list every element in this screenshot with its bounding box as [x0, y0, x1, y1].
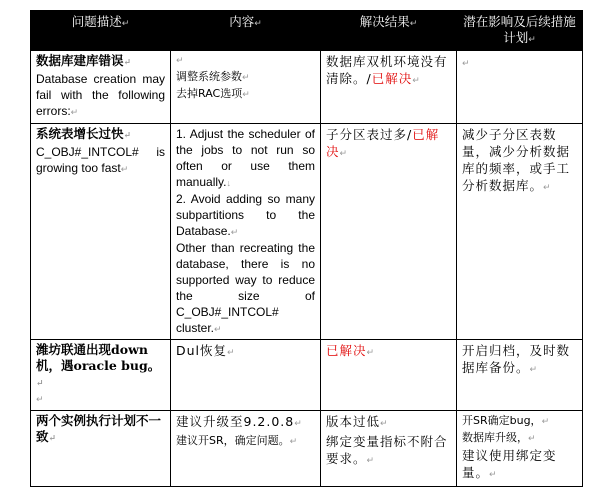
- header-impact: 潜在影响及后续措施计划↵: [457, 11, 583, 51]
- content-cell: 建议升级至9.2.0.8↵ 建议开SR，确定问题。↵: [171, 411, 321, 487]
- impact-text: 数据库升级，: [462, 431, 528, 444]
- impact-text: 开启归档，及时数据库备份。: [462, 343, 571, 375]
- problem-cell: 潍坊联通出现down机，遇oracle bug。↵ ↵: [31, 340, 171, 411]
- problem-cell: 数据库建库错误↵ Database creation may fail with the following errors:↵: [31, 51, 171, 124]
- problem-desc: C_OBJ#_INTCOL# is growing too fast: [36, 145, 165, 175]
- resolved-status: 已解决: [326, 127, 440, 159]
- problem-cell: 两个实例执行计划不一致↵: [31, 411, 171, 487]
- impact-cell: 开SR确定bug，↵ 数据库升级，↵ 建议使用绑定变量。↵: [457, 411, 583, 487]
- impact-cell: ↵: [457, 51, 583, 124]
- header-row: [31, 11, 583, 51]
- impact-cell: 开启归档，及时数据库备份。↵: [457, 340, 583, 411]
- content-line: 去掉RAC选项: [176, 87, 243, 100]
- table-row: [31, 124, 583, 340]
- problem-title: 系统表增长过快: [36, 126, 124, 141]
- result-cell: 子分区表过多/已解决↵: [321, 124, 457, 340]
- header-content: 内容↵: [171, 11, 321, 51]
- result-text: 数据库双机环境没有清除。/: [326, 54, 448, 86]
- content-line: 建议开SR，确定问题。: [176, 434, 290, 447]
- content-line: 建议升级至9.2.0.8: [176, 414, 295, 429]
- table-row: [31, 51, 583, 124]
- issues-table: [30, 10, 583, 487]
- impact-cell: 减少子分区表数量，减少分析数据库的频率，或手工分析数据库。↵: [457, 124, 583, 340]
- content-line: 2. Avoid adding so many subpartitions to the Database.: [176, 192, 315, 238]
- resolved-status: 已解决: [326, 343, 367, 358]
- header-problem: 问题描述↵: [31, 11, 171, 51]
- content-cell: ↵ 调整系统参数↵ 去掉RAC选项↵: [171, 51, 321, 124]
- table-row: [31, 411, 583, 487]
- header-result: 解决结果↵: [321, 11, 457, 51]
- result-text: 绑定变量指标不附合要求。: [326, 434, 448, 466]
- problem-desc: Database creation may fail with the following errors:: [36, 72, 165, 118]
- content-line: 调整系统参数: [176, 70, 242, 83]
- content-cell: Dul恢复↵: [171, 340, 321, 411]
- content-cell: 1. Adjust the scheduler of the jobs to not run so often or use them manually.↓ 2. Avoid adding so many subpartitions to the Database.↵ Other than recreating the database, there is no supported way to reduce the size of C_OBJ#_INTCOL# cluster.↵: [171, 124, 321, 340]
- table-row: [31, 340, 583, 411]
- content-line: Dul恢复: [176, 343, 228, 358]
- result-cell: 已解决↵: [321, 340, 457, 411]
- problem-title: 潍坊联通出现down机，遇oracle bug。: [36, 342, 161, 373]
- impact-text: 开SR确定bug，: [462, 414, 542, 427]
- result-cell: 数据库双机环境没有清除。/已解决↵: [321, 51, 457, 124]
- content-line: Other than recreating the database, there is no supported way to reduce the size of C_OBJ#_INTCOL# cluster.: [176, 241, 315, 335]
- result-cell: 版本过低↵ 绑定变量指标不附合要求。↵: [321, 411, 457, 487]
- problem-cell: 系统表增长过快↵ C_OBJ#_INTCOL# is growing too fast↵: [31, 124, 171, 340]
- problem-title: 两个实例执行计划不一致: [36, 413, 162, 444]
- resolved-status: 已解决: [371, 71, 413, 86]
- content-line: 1. Adjust the scheduler of the jobs to not run so often or use them manually.: [176, 127, 315, 189]
- impact-text: 建议使用绑定变量。: [462, 448, 557, 480]
- result-text: 版本过低: [326, 414, 381, 429]
- result-text: 子分区表过多/: [326, 127, 413, 142]
- problem-title: 数据库建库错误: [36, 53, 124, 68]
- impact-text: 减少子分区表数量，减少分析数据库的频率，或手工分析数据库。: [462, 127, 571, 193]
